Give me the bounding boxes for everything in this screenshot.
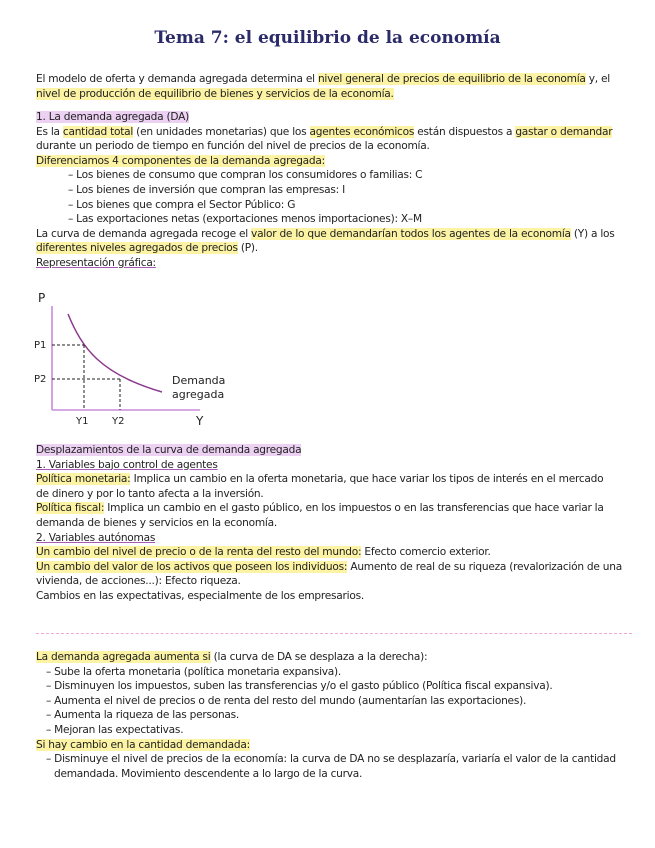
component-item: – Las exportaciones netas (exportaciones menos importaciones): X–M [68, 213, 422, 226]
definition-text-4: durante un periodo de tiempo en función del nivel de precios de la economía. [36, 140, 430, 153]
p1-label: P1 [34, 340, 47, 351]
increase-heading: La demanda agregada aumenta si [36, 651, 211, 663]
curve-highlight-levels: diferentes niveles agregados de precios [36, 242, 238, 255]
increase-item: – Disminuyen los impuestos, suben las transferencias y/o el gasto público (Política fiscal expansiva). [46, 680, 553, 693]
curve-label-line-2: agregada [172, 388, 225, 401]
intro-paragraph [36, 72, 632, 101]
increase-item: – Sube la oferta monetaria (política monetaria expansiva). [46, 665, 342, 678]
fiscal-policy-text-2: demanda de bienes y servicios en la economía. [36, 516, 277, 529]
subheading-autonomous: 2. Variables autónomas [36, 531, 156, 544]
section-heading-shifts: Desplazamientos de la curva de demanda agregada [36, 444, 302, 456]
intro-text: El modelo de oferta y demanda agregada determina el [36, 73, 318, 85]
definition-highlight-agents: agentes económicos [309, 125, 415, 138]
monetary-policy-text-2: de dinero y por lo tanto afecta a la inversión. [36, 487, 264, 500]
components-heading: Diferenciamos 4 componentes de la demanda agregada: [36, 154, 325, 167]
definition-text-2: (en unidades monetarias) que los [133, 125, 310, 138]
definition-text: Es la [36, 125, 63, 138]
demand-curve [68, 314, 162, 392]
monetary-policy-text: Implica un cambio en la oferta monetaria, que hace variar los tipos de interés en el mercado [130, 473, 604, 486]
definition-highlight-total: cantidad total [62, 125, 134, 138]
curve-highlight-value: valor de lo que demandarían todos los agentes de la economía [251, 227, 571, 240]
curve-text-3: (P). [237, 242, 258, 255]
component-item: – Los bienes que compra el Sector Público: G [68, 198, 296, 211]
graph-heading: Representación gráfica: [36, 256, 156, 269]
y1-label: Y1 [76, 416, 89, 427]
definition-highlight-spend: gastar o demandar [515, 125, 613, 138]
section-demand [36, 110, 632, 271]
intro-highlight-production: nivel de producción de equilibrio de bienes y servicios de la economía. [36, 87, 394, 100]
x-axis-label: Y [196, 414, 204, 428]
definition-text-3: están dispuestos a [414, 125, 516, 138]
autonomous-assets-label: Un cambio del valor de los activos que poseen los individuos: [36, 560, 348, 573]
curve-label-line-1: Demanda [172, 374, 226, 387]
autonomous-assets-text-2: vivienda, de acciones...): Efecto riqueza. [36, 575, 241, 588]
autonomous-expectations-text: Cambios en las expectativas, especialmente de los empresarios. [36, 589, 364, 602]
page-title: Tema 7: el equilibrio de la economía [154, 28, 501, 48]
increase-item: – Aumenta el nivel de precios o de renta del resto del mundo (aumentarían las exportaciones). [46, 694, 527, 707]
increase-item: – Aumenta la riqueza de las personas. [46, 709, 240, 722]
component-item: – Los bienes de consumo que compran los consumidores o familias: C [68, 169, 423, 182]
subheading-controlled: 1. Variables bajo control de agentes [36, 458, 218, 471]
increase-item: – Mejoran las expectativas. [46, 723, 184, 736]
curve-text-2: (Y) a los [570, 227, 615, 240]
graph-y-axis-label: P [38, 291, 46, 305]
monetary-policy-label: Política monetaria: [36, 473, 131, 486]
quantity-heading: Si hay cambio en la cantidad demandada: [36, 738, 250, 751]
curve-text: La curva de demanda agregada recoge el [36, 227, 252, 240]
p2-label: P2 [34, 374, 47, 385]
fiscal-policy-label: Política fiscal: [36, 502, 105, 515]
section-divider [36, 633, 632, 634]
section-shifts [36, 443, 632, 604]
aggregate-demand-graph [30, 286, 230, 436]
autonomous-assets-text: Aumento de real de su riqueza (revalorización de una [347, 560, 622, 573]
section-heading-demand: 1. La demanda agregada (DA) [36, 111, 189, 123]
y2-label: Y2 [112, 416, 125, 427]
increase-heading-text: (la curva de DA se desplaza a la derecha): [210, 651, 428, 663]
intro-text-2: y, el [585, 73, 610, 85]
quantity-text: – Disminuye el nivel de precios de la economía: la curva de DA no se desplazaría, variaría el valor de la cantidad [46, 753, 616, 766]
autonomous-world-label: Un cambio del nivel de precio o de la renta del resto del mundo: [36, 546, 362, 559]
fiscal-policy-text: Implica un cambio en el gasto público, en los impuestos o en las transferencias que hace variar la [104, 502, 604, 515]
autonomous-world-text: Efecto comercio exterior. [361, 546, 491, 559]
component-item: – Los bienes de inversión que compran las empresas: I [68, 183, 345, 196]
section-increase [36, 650, 632, 781]
quantity-text-2: demandada. Movimiento descendente a lo largo de la curva. [54, 767, 363, 780]
intro-highlight-prices: nivel general de precios de equilibrio de la economía [317, 73, 586, 85]
